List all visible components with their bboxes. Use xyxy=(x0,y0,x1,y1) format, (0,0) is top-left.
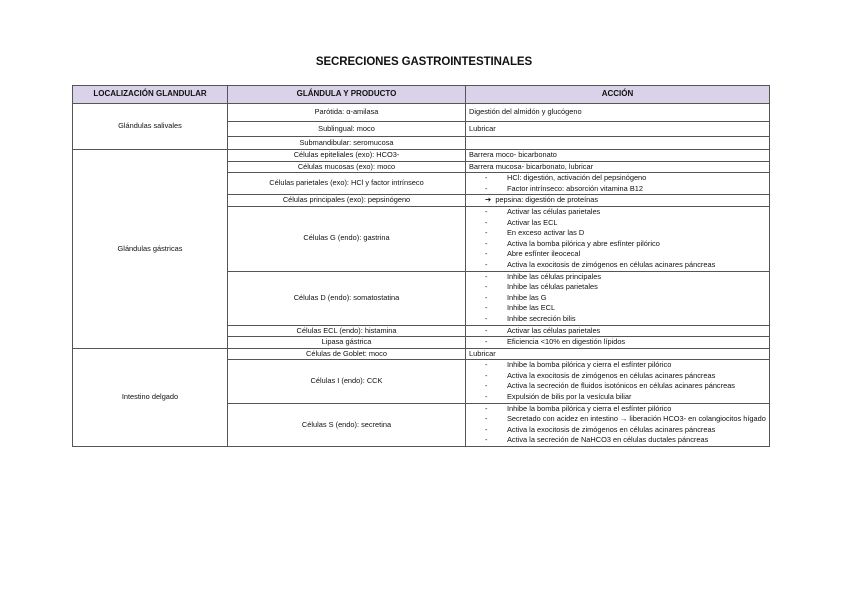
action-epiteliales: Barrera moco- bicarbonato xyxy=(466,150,770,162)
list-item: - Activa la bomba pilórica y abre esfínter pilórico xyxy=(485,238,660,248)
gland-parotida: Parótida: α-amilasa xyxy=(228,104,466,122)
gland-principales: Células principales (exo): pepsinógeno xyxy=(228,195,466,207)
loc-salivales: Glándulas salivales xyxy=(73,104,228,150)
action-ecl xyxy=(466,325,770,337)
action-lipasa xyxy=(466,337,770,349)
action-goblet: Lubricar xyxy=(466,348,770,360)
gland-g: Células G (endo): gastrina xyxy=(228,206,466,271)
action-i xyxy=(466,360,770,403)
header-localizacion: LOCALIZACIÓN GLANDULAR xyxy=(73,86,228,104)
list-item: - Activa la exocitosis de zimógenos en células acinares páncreas xyxy=(485,259,716,269)
list-item: - Activar las ECL xyxy=(485,217,558,227)
action-submandibular xyxy=(466,137,770,150)
action-parotida: Digestión del almidón y glucógeno xyxy=(466,104,770,122)
header-accion: ACCIÓN xyxy=(466,86,770,104)
arrow-right-icon: ➔ xyxy=(485,195,492,205)
header-glandula: GLÁNDULA Y PRODUCTO xyxy=(228,86,466,104)
table-row xyxy=(73,348,770,360)
list-item: - Inhibe las células parietales xyxy=(485,282,598,292)
list-item: - Expulsión de bilis por la vesícula biliar xyxy=(485,392,632,402)
page-title: SECRECIONES GASTROINTESTINALES xyxy=(315,56,533,68)
list-item: - En exceso activar las D xyxy=(485,228,585,238)
gland-parietales: Células parietales (exo): HCl y factor intrínseco xyxy=(228,173,466,195)
gland-s: Células S (endo): secretina xyxy=(228,403,466,446)
action-sublingual: Lubricar xyxy=(466,122,770,137)
list-item: - Activa la exocitosis de zimógenos en células acinares páncreas xyxy=(485,424,716,434)
list-item: - Inhibe la bomba pilórica y cierra el esfínter pilórico xyxy=(485,360,672,370)
loc-intestino: Intestino delgado xyxy=(73,348,228,446)
action-g xyxy=(466,206,770,271)
action-mucosas: Barrera mucosa- bicarbonato, lubricar xyxy=(466,161,770,173)
list-item: - Activa la secreción de fluidos isotónicos en células acinares páncreas xyxy=(485,381,736,391)
gland-goblet: Células de Goblet: moco xyxy=(228,348,466,360)
gland-lipasa: Lipasa gástrica xyxy=(228,337,466,349)
gland-sublingual: Sublingual: moco xyxy=(228,122,466,137)
list-item: - Factor intrínseco: absorción vitamina B12 xyxy=(485,183,643,193)
list-item: - Inhibe las células principales xyxy=(485,271,602,281)
list-item: - Inhibe las G xyxy=(485,292,547,302)
list-item: - Inhibe secreción bilis xyxy=(485,313,576,323)
gland-i: Células I (endo): CCK xyxy=(228,360,466,403)
gland-submandibular: Submandibular: seromucosa xyxy=(228,137,466,150)
gland-ecl: Células ECL (endo): histamina xyxy=(228,325,466,337)
list-item: - Inhibe las ECL xyxy=(485,303,556,313)
list-item: - Abre esfínter ileocecal xyxy=(485,249,581,259)
list-item: - Secretado con acidez en intestino → liberación HCO3- en colangiocitos hígado xyxy=(485,414,766,424)
table-row xyxy=(73,104,770,122)
loc-gastricas: Glándulas gástricas xyxy=(73,150,228,349)
list-item: - Eficiencia <10% en digestión lípidos xyxy=(485,337,626,347)
action-principales: ➔ pepsina: digestión de proteínas xyxy=(466,195,770,207)
gland-mucosas: Células mucosas (exo): moco xyxy=(228,161,466,173)
secretions-table xyxy=(72,85,770,447)
list-item: - Activar las células parietales xyxy=(485,206,601,216)
list-item: - Activa la exocitosis de zimógenos en células acinares páncreas xyxy=(485,370,716,380)
list-item: - HCl: digestión, activación del pepsinógeno xyxy=(485,173,647,183)
action-d xyxy=(466,271,770,325)
list-item: - Activar las células parietales xyxy=(485,325,601,335)
action-parietales xyxy=(466,173,770,195)
gland-epiteliales: Células epiteliales (exo): HCO3- xyxy=(228,150,466,162)
header-row xyxy=(73,86,770,104)
action-s xyxy=(466,403,770,446)
table-row xyxy=(73,150,770,162)
list-item: - Activa la secreción de NaHCO3 en células ductales páncreas xyxy=(485,435,709,445)
list-item: - Inhibe la bomba pilórica y cierra el esfínter pilórico xyxy=(485,403,672,413)
gland-d: Células D (endo): somatostatina xyxy=(228,271,466,325)
